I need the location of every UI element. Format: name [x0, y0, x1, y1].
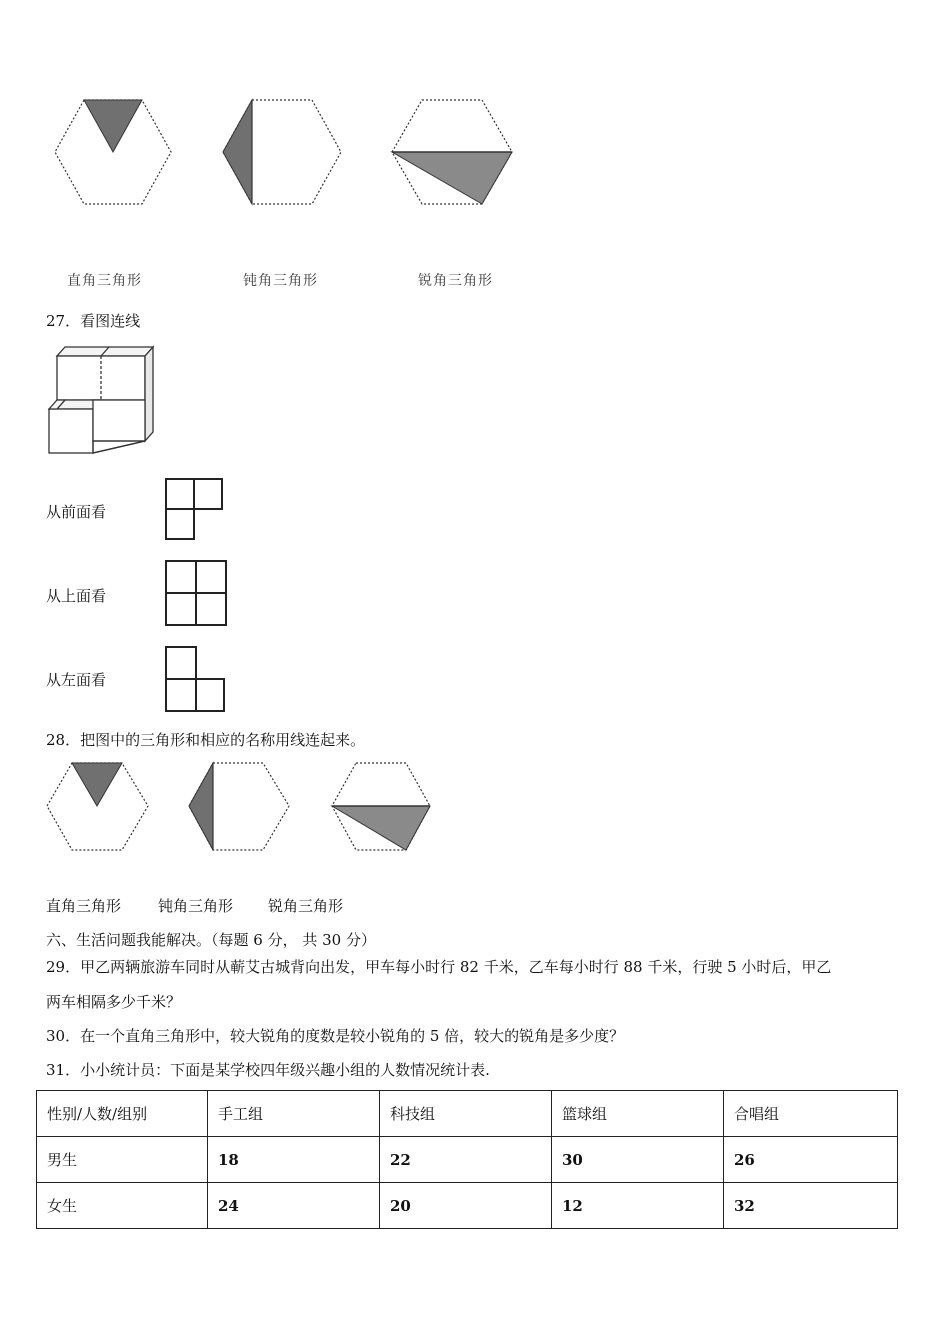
- q28-label-right: 直角三角形: [46, 897, 122, 915]
- top-label-acute: 锐角三角形: [418, 273, 493, 289]
- table-row: [37, 1183, 898, 1229]
- cube-stack-figure: [44, 342, 159, 462]
- left-view-grid: [163, 644, 227, 714]
- table-header-cell: 合唱组: [724, 1091, 898, 1137]
- table-cell: 30: [552, 1137, 724, 1183]
- section6-heading: 六、生活问题我能解决。（每题 6 分， 共 30 分）: [46, 931, 376, 949]
- table-header-cell: 篮球组: [552, 1091, 724, 1137]
- table-row-label: 女生: [37, 1183, 208, 1229]
- obtuse-triangle-shape: [223, 100, 252, 204]
- q30-text: 30．在一个直角三角形中，较大锐角的度数是较小锐角的 5 倍，较大的锐角是多少度？: [46, 1027, 625, 1045]
- top-view-grid: [163, 558, 229, 628]
- top-label-right: 直角三角形: [67, 273, 142, 289]
- table-row-label: 男生: [37, 1137, 208, 1183]
- top-label-obtuse: 钝角三角形: [243, 273, 318, 289]
- interest-group-table: [36, 1090, 898, 1229]
- table-header-cell: 科技组: [380, 1091, 552, 1137]
- q28-hexagon-figure: [44, 758, 439, 858]
- table-cell: 18: [208, 1137, 380, 1183]
- q28-title: 28．把图中的三角形和相应的名称用线连起来。: [46, 731, 366, 749]
- table-cell: 26: [724, 1137, 898, 1183]
- table-cell: 32: [724, 1183, 898, 1229]
- q29-line2: 两车相隔多少千米？: [46, 993, 182, 1011]
- table-cell: 12: [552, 1183, 724, 1229]
- front-view-grid: [163, 476, 225, 544]
- q27-view-left: 从左面看: [46, 671, 107, 689]
- q27-view-front: 从前面看: [46, 503, 107, 521]
- table-cell: 20: [380, 1183, 552, 1229]
- q31-text: 31．小小统计员：下面是某学校四年级兴趣小组的人数情况统计表.: [46, 1061, 490, 1079]
- q29-line1: 29．甲乙两辆旅游车同时从蕲艾古城背向出发，甲车每小时行 82 千米，乙车每小时行 88 千米，行驶 5 小时后，甲乙: [46, 958, 832, 976]
- table-header-cell: 手工组: [208, 1091, 380, 1137]
- q27-view-top: 从上面看: [46, 587, 107, 605]
- top-hexagon-figure: [40, 90, 530, 220]
- q28-label-obtuse: 钝角三角形: [158, 897, 234, 915]
- q27-title: 27．看图连线: [46, 312, 141, 330]
- table-header-row: [37, 1091, 898, 1137]
- table-row: [37, 1137, 898, 1183]
- q28-obtuse-triangle: [189, 763, 213, 850]
- table-header-cell: 性别/人数/组别: [37, 1091, 208, 1137]
- q28-label-acute: 锐角三角形: [268, 897, 344, 915]
- table-cell: 22: [380, 1137, 552, 1183]
- table-cell: 24: [208, 1183, 380, 1229]
